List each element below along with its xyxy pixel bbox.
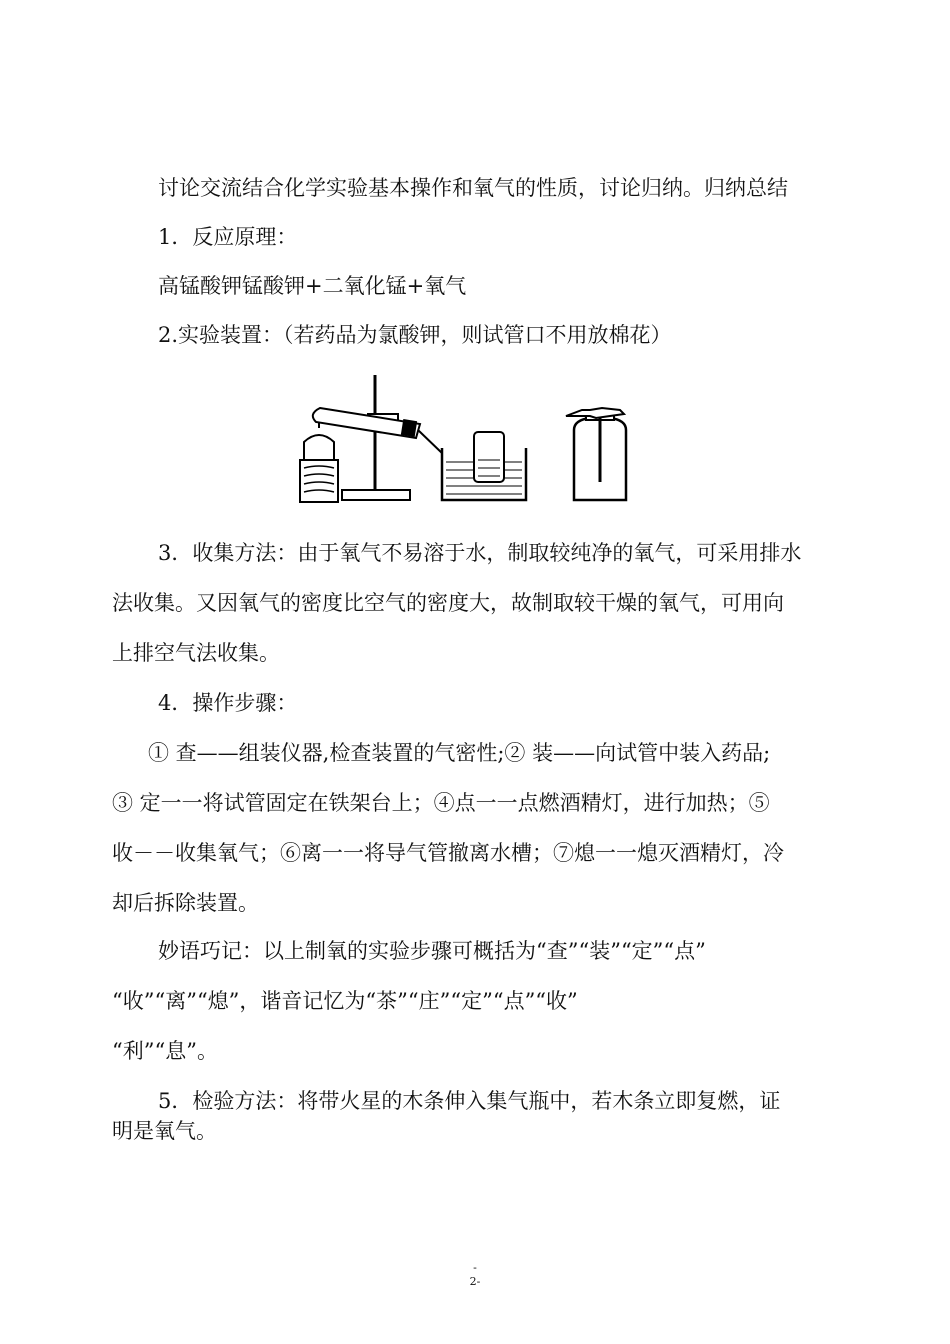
section1-heading: 1．反应原理：: [158, 225, 298, 249]
section3-line-1: 3．收集方法：由于氧气不易溶于水，制取较纯净的氧气，可采用排水: [158, 541, 802, 565]
step-line-3: 收－－收集氧气；⑥离一一将导气管撤离水槽；⑦熄一一熄灭酒精灯，冷: [112, 841, 784, 865]
page-number: 2-: [469, 1275, 481, 1288]
step-line-2: ③ 定一一将试管固定在铁架台上；④点一一点燃酒精灯，进行加热；⑤: [112, 791, 770, 815]
section2-heading: 2.实验装置：（若药品为氯酸钾，则试管口不用放棉花）: [158, 323, 672, 347]
mnemonic-line-3: “利”“息”。: [112, 1039, 218, 1063]
mnemonic-line-1: 妙语巧记：以上制氧的实验步骤可概括为“查”“装”“定”“点”: [158, 939, 706, 963]
lab-apparatus-diagram: [290, 370, 650, 510]
section4-heading: 4．操作步骤：: [158, 691, 298, 715]
step-line-1: ① 查——组装仪器,检查装置的气密性;② 装——向试管中装入药品;: [148, 741, 771, 765]
reaction-equation: 高锰酸钾锰酸钾+二氧化锰+氧气: [158, 274, 467, 298]
section3-line-3: 上排空气法收集。: [112, 641, 280, 665]
section5-line-1: 5．检验方法：将带火星的木条伸入集气瓶中，若木条立即复燃，证: [158, 1089, 781, 1113]
intro-line: 讨论交流结合化学实验基本操作和氧气的性质，讨论归纳。归纳总结: [158, 176, 788, 200]
section5-line-2: 明是氧气。: [112, 1119, 217, 1143]
footer-dash: -: [473, 1261, 477, 1274]
section3-line-2: 法收集。又因氧气的密度比空气的密度大，故制取较干燥的氧气，可用向: [112, 591, 784, 615]
step-line-4: 却后拆除装置。: [112, 891, 259, 915]
mnemonic-line-2: “收”“离”“熄”，谐音记忆为“茶”“庄”“定”“点”“收”: [112, 989, 578, 1013]
